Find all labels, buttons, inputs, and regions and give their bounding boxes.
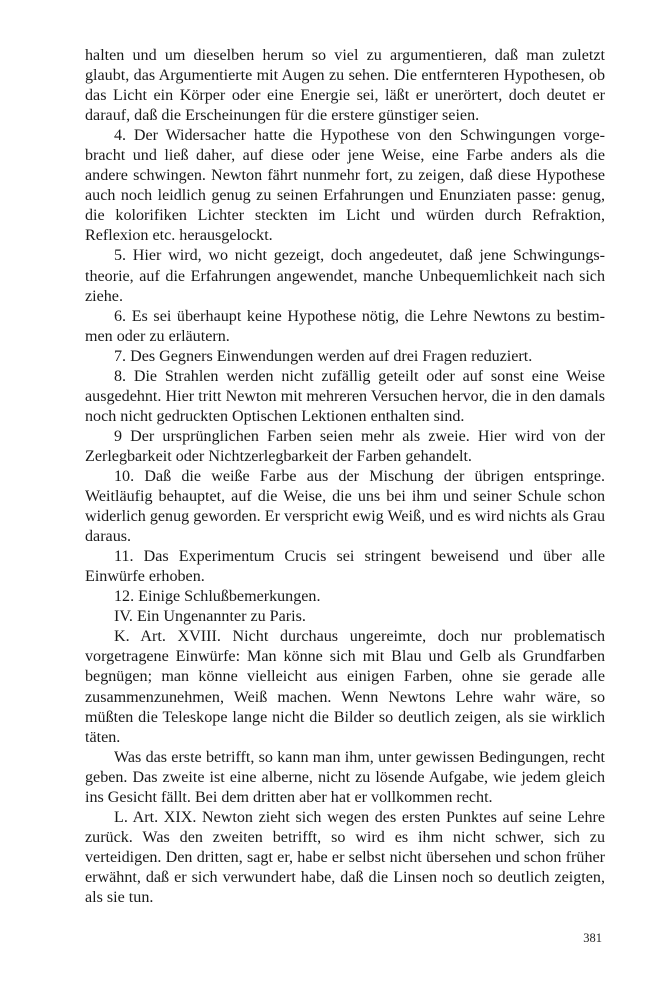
- paragraph-7: 7. Des Gegners Einwendungen werden auf drei Fragen reduziert.: [114, 347, 533, 365]
- paragraph-8: 8. Die Strahlen werden nicht zufällig geteilt oder auf sonst eine Weise ausgedehnt. Hier tritt Newton mit mehreren Versuchen hervor, die in den damals noch nicht gedruckten Optischen Lektionen enthalten sind.: [85, 367, 605, 425]
- paragraph-6: 6. Es sei überhaupt keine Hypothese nötig, die Lehre Newtons zu bestimmen oder zu erläutern.: [85, 307, 605, 345]
- paragraph-11: 11. Das Experimentum Crucis sei stringent beweisend und über alle Einwürfe erhoben.: [85, 548, 605, 586]
- paragraph-9: 9 Der ursprünglichen Farben seien mehr als zweie. Hier wird von der Zerlegbarkeit oder Nichtzerlegbarkeit der Farben gehandelt.: [85, 427, 605, 465]
- section-heading-iv: IV. Ein Ungenannter zu Paris.: [114, 608, 306, 626]
- paragraph-art-xviii: K. Art. XVIII. Nicht durchaus ungereimte, doch nur problematisch vorgetragene Einwürfe: Man könne sich mit Blau und Gelb als Grundfarben begnügen; man könne vielleicht aus einigen Farben, ohne sie gerade alle zusammenzunehmen, Weiß machen. Wenn Newtons Lehre wahr wäre, so müßten die Teleskope lange nicht die Bilder so deutlich zeigen, als sie wirklich täten.: [85, 628, 605, 746]
- paragraph-12: 12. Einige Schlußbemerkungen.: [114, 588, 321, 606]
- paragraph-5: 5. Hier wird, wo nicht gezeigt, doch angedeutet, daß jene Schwingungstheorie, auf die Erfahrungen angewendet, manche Unbequemlichkeit nach sich ziehe.: [85, 247, 605, 305]
- page-body: [85, 46, 605, 908]
- paragraph-10: 10. Daß die weiße Farbe aus der Mischung der übrigen entspringe. Weitläufig behauptet, auf die Weise, die uns bei ihm und seiner Schule schon widerlich genug geworden. Er verspricht ewig Weiß, und es wird nichts als Grau daraus.: [85, 467, 605, 546]
- page-number: 381: [583, 931, 602, 945]
- paragraph-continuation: halten und um dieselben herum so viel zu argumentieren, daß man zuletzt glaubt, das Argumentierte mit Augen zu sehen. Die entfernteren Hypothesen, ob das Licht ein Körper oder eine Energie sei, läßt er unerörtert, doch deutet er darauf, daß die Erscheinungen für die erstere günstiger seien.: [85, 47, 605, 125]
- paragraph-4: 4. Der Widersacher hatte die Hypothese von den Schwingungen vorgebracht und ließ daher, auf diese oder jene Weise, eine Farbe anders als die andere schwingen. Newton fährt nunmehr fort, zu zeigen, daß diese Hypothese auch noch leidlich genug zu seinen Erfahrungen und Enunziaten passe: genug, die kolorifiken Lichter steckten im Licht und würden durch Refraktion, Reflexion etc. herausgelockt.: [85, 127, 605, 245]
- paragraph-art-xix: L. Art. XIX. Newton zieht sich wegen des ersten Punktes auf seine Lehre zurück. Was den zweiten betrifft, so wird es ihm nicht schwer, sich zu verteidigen. Den dritten, sagt er, habe er selbst nicht übersehen und schon früher erwähnt, daß er sich verwundert habe, daß die Linsen noch so deutlich zeigten, als sie tun.: [85, 808, 605, 906]
- paragraph-response: Was das erste betrifft, so kann man ihm, unter gewissen Bedingungen, recht geben. Das zweite ist eine alberne, nicht zu lösende Aufgabe, wie jedem gleich ins Gesicht fällt. Bei dem dritten aber hat er vollkommen recht.: [85, 748, 605, 806]
